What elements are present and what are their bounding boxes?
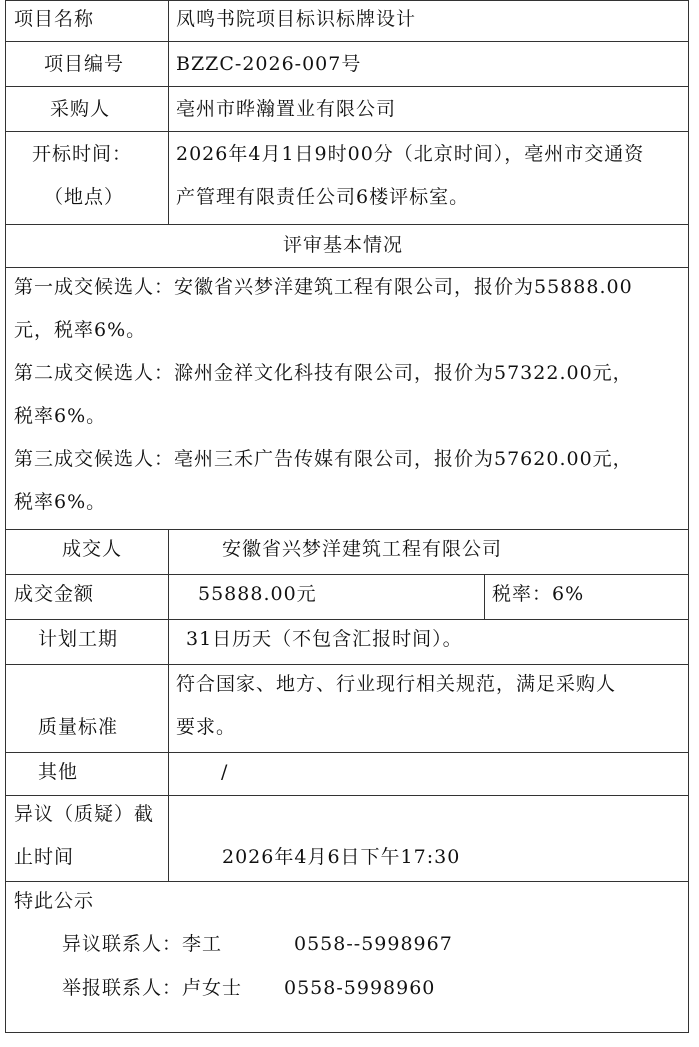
amount-value: 55888.00元 [198,583,317,605]
column-divider [168,0,169,224]
period-value: 31日历天（不包含汇报时间）。 [186,628,463,650]
opening-label-line2: （地点） [44,186,125,208]
project-number-label: 项目编号 [44,53,125,75]
objection-contact: 异议联系人：李工 [62,933,223,955]
project-name-label: 项目名称 [14,8,95,30]
row-divider [5,529,689,530]
deadline-label-line2: 止时间 [14,846,75,868]
row-divider [5,881,689,882]
objection-phone: 0558--5998967 [294,933,453,955]
project-number-value: BZZC-2026-007号 [176,53,362,75]
candidate-2-line2: 税率6%。 [14,405,107,427]
row-divider [5,131,689,132]
review-heading: 评审基本情况 [283,234,404,256]
quality-label: 质量标准 [38,716,119,738]
notice-title: 特此公示 [14,890,95,912]
opening-value-line2: 产管理有限责任公司6楼评标室。 [176,186,470,208]
other-value: / [221,761,229,783]
winner-label: 成交人 [62,538,123,560]
amount-label: 成交金额 [14,583,95,605]
row-divider [5,795,689,796]
report-phone: 0558-5998960 [284,977,436,999]
candidate-1-line2: 元，税率6%。 [14,319,147,341]
period-label: 计划工期 [38,628,119,650]
row-divider [5,86,689,87]
candidate-3-line1: 第三成交候选人：亳州三禾广告传媒有限公司，报价为57620.00元， [14,448,633,470]
row-divider [5,267,689,268]
other-label: 其他 [38,761,79,783]
column-divider [484,574,485,619]
purchaser-value: 亳州市晔瀚置业有限公司 [176,98,397,120]
deadline-label-line1: 异议（质疑）截 [14,803,155,825]
row-divider [5,574,689,575]
project-name-value: 凤鸣书院项目标识标牌设计 [176,8,417,30]
row-divider [5,664,689,665]
winner-value: 安徽省兴梦洋建筑工程有限公司 [222,538,503,560]
candidate-3-line2: 税率6%。 [14,491,107,513]
row-divider [5,41,689,42]
deadline-value: 2026年4月6日下午17:30 [222,846,461,868]
candidate-2-line1: 第二成交候选人：滁州金祥文化科技有限公司，报价为57322.00元， [14,362,633,384]
opening-label-line1: 开标时间： [32,143,133,165]
tax-rate: 税率：6% [492,583,585,605]
row-divider [5,619,689,620]
quality-value-line2: 要求。 [176,716,237,738]
purchaser-label: 采购人 [50,98,111,120]
report-contact: 举报联系人：卢女士 [62,977,243,999]
opening-value-line1: 2026年4月1日9时00分（北京时间），亳州市交通资 [176,143,645,165]
row-divider [5,224,689,225]
row-divider [5,752,689,753]
candidate-1-line1: 第一成交候选人：安徽省兴梦洋建筑工程有限公司，报价为55888.00 [14,276,633,298]
column-divider [168,529,169,881]
quality-value-line1: 符合国家、地方、行业现行相关规范，满足采购人 [176,673,617,695]
